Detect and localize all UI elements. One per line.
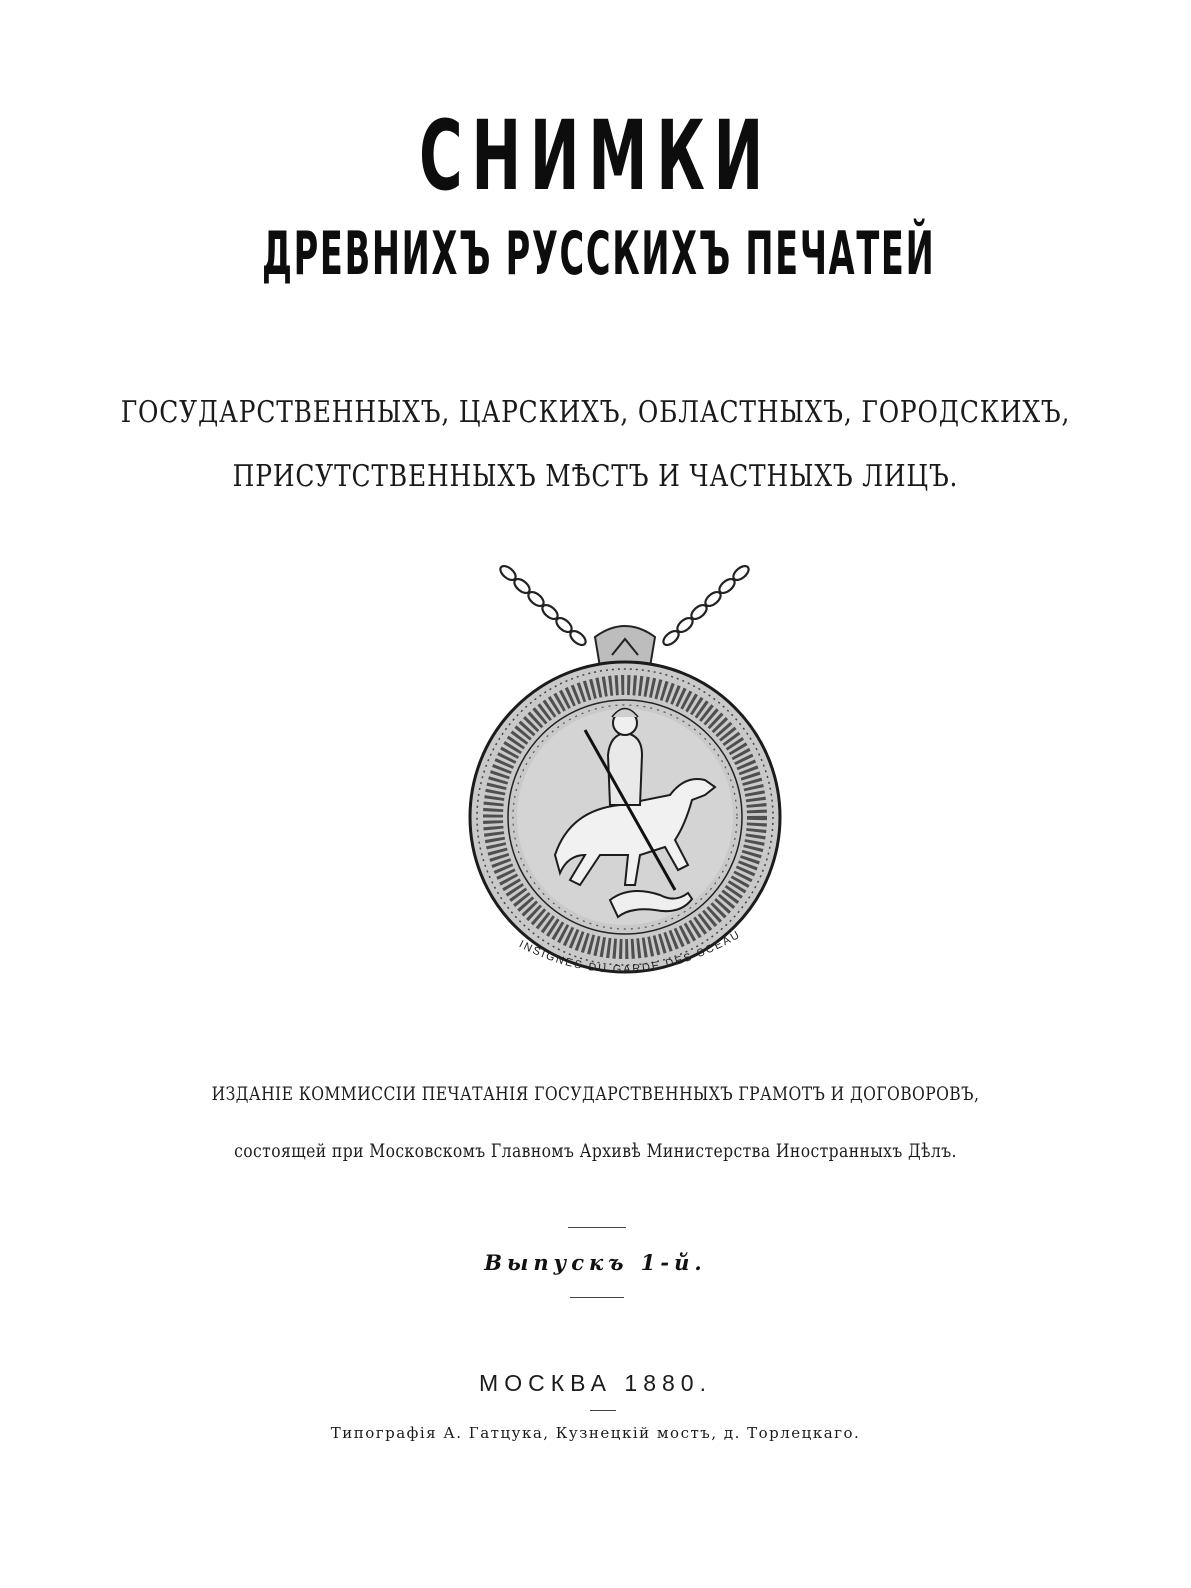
publisher-line-1: ИЗДАНІЕ КОММИССІИ ПЕЧАТАНІЯ ГОСУДАРСТВЕННЫХЪ ГРАМОТЪ И ДОГОВОРОВЪ,	[211, 1083, 980, 1105]
description-line-2: ПРИСУТСТВЕННЫХЪ МѢСТЪ И ЧАСТНЫХЪ ЛИЦЪ.	[232, 459, 959, 494]
divider-rule	[590, 1410, 616, 1411]
page-subtitle: ДРЕВНИХЪ РУССКИХЪ ПЕЧАТЕЙ	[262, 219, 936, 289]
divider-rule	[570, 1297, 624, 1298]
divider-rule	[568, 1227, 626, 1228]
seal-svg	[460, 555, 790, 1015]
page-title: СНИМКИ	[418, 100, 773, 212]
description-line-1: ГОСУДАРСТВЕННЫХЪ, ЦАРСКИХЪ, ОБЛАСТНЫХЪ, ГОРОДСКИХЪ,	[120, 395, 1071, 430]
place-year: МОСКВА 1880.	[479, 1370, 712, 1396]
publisher-line-2: состоящей при Московскомъ Главномъ Архивѣ Министерства Иностранныхъ Дѣлъ.	[234, 1140, 957, 1162]
issue-number: Выпускъ 1-й.	[484, 1250, 707, 1275]
printer-imprint: Типографія А. Гатцука, Кузнецкій мостъ, д. Торлецкаго.	[330, 1424, 861, 1442]
seal-illustration	[460, 555, 790, 1015]
seal-caption: INSIGNES DU GARDE DES SCEAU	[517, 928, 744, 976]
